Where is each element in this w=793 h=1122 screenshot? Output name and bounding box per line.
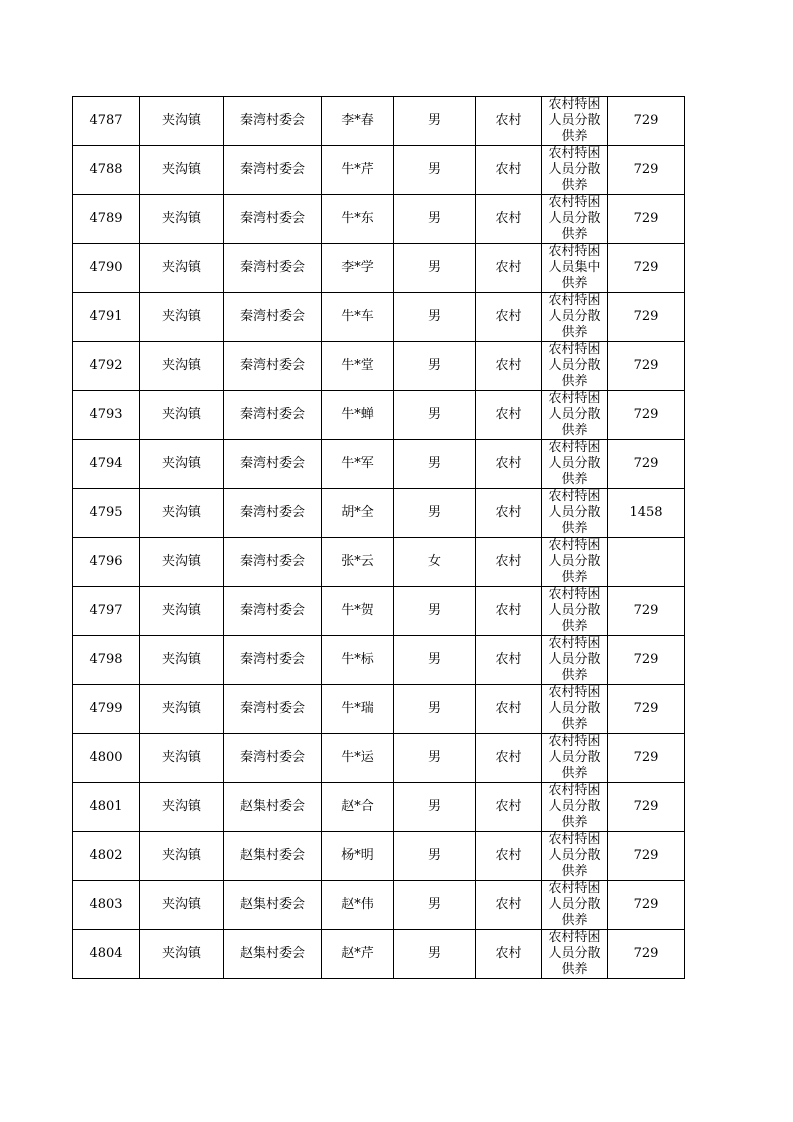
assistance-type-text: 农村特困人员分散供养 [548, 538, 601, 585]
village-committee-cell: 秦湾村委会 [224, 489, 322, 538]
assistance-type-text: 农村特困人员分散供养 [548, 832, 601, 879]
gender-cell: 男 [394, 293, 476, 342]
amount-cell: 729 [608, 734, 685, 783]
amount-cell: 729 [608, 587, 685, 636]
town-cell: 夹沟镇 [140, 440, 224, 489]
village-committee-cell: 赵集村委会 [224, 832, 322, 881]
area-type-cell: 农村 [476, 734, 542, 783]
row-number-cell: 4800 [73, 734, 140, 783]
village-committee-cell: 秦湾村委会 [224, 391, 322, 440]
assistance-type-text: 农村特困人员分散供养 [548, 930, 601, 977]
assistance-type-text: 农村特困人员分散供养 [548, 489, 601, 536]
area-type-cell: 农村 [476, 440, 542, 489]
area-type-cell: 农村 [476, 832, 542, 881]
area-type-cell: 农村 [476, 97, 542, 146]
table-row [73, 489, 685, 538]
person-name-cell: 牛*贺 [322, 587, 394, 636]
table-row [73, 832, 685, 881]
assistance-type-cell [542, 783, 608, 832]
area-type-cell: 农村 [476, 587, 542, 636]
amount-cell: 1458 [608, 489, 685, 538]
assistance-type-cell [542, 930, 608, 979]
table-row [73, 195, 685, 244]
table-row [73, 881, 685, 930]
town-cell: 夹沟镇 [140, 930, 224, 979]
town-cell: 夹沟镇 [140, 685, 224, 734]
assistance-type-cell [542, 195, 608, 244]
row-number-cell: 4789 [73, 195, 140, 244]
gender-cell: 男 [394, 685, 476, 734]
gender-cell: 女 [394, 538, 476, 587]
table-row [73, 97, 685, 146]
area-type-cell: 农村 [476, 930, 542, 979]
area-type-cell: 农村 [476, 636, 542, 685]
village-committee-cell: 秦湾村委会 [224, 587, 322, 636]
row-number-cell: 4788 [73, 146, 140, 195]
assistance-type-text: 农村特困人员分散供养 [548, 97, 601, 144]
town-cell: 夹沟镇 [140, 587, 224, 636]
area-type-cell: 农村 [476, 244, 542, 293]
gender-cell: 男 [394, 881, 476, 930]
amount-cell [608, 538, 685, 587]
row-number-cell: 4793 [73, 391, 140, 440]
person-name-cell: 牛*运 [322, 734, 394, 783]
row-number-cell: 4794 [73, 440, 140, 489]
amount-cell: 729 [608, 685, 685, 734]
town-cell: 夹沟镇 [140, 195, 224, 244]
assistance-type-cell [542, 293, 608, 342]
assistance-type-text: 农村特困人员分散供养 [548, 195, 601, 242]
row-number-cell: 4803 [73, 881, 140, 930]
person-name-cell: 赵*伟 [322, 881, 394, 930]
assistance-type-cell [542, 244, 608, 293]
assistance-type-cell [542, 881, 608, 930]
table-row [73, 244, 685, 293]
row-number-cell: 4796 [73, 538, 140, 587]
assistance-type-text: 农村特困人员分散供养 [548, 734, 601, 781]
table-row [73, 146, 685, 195]
village-committee-cell: 赵集村委会 [224, 930, 322, 979]
amount-cell: 729 [608, 636, 685, 685]
village-committee-cell: 秦湾村委会 [224, 538, 322, 587]
amount-cell: 729 [608, 293, 685, 342]
gender-cell: 男 [394, 489, 476, 538]
assistance-type-cell [542, 342, 608, 391]
area-type-cell: 农村 [476, 146, 542, 195]
gender-cell: 男 [394, 930, 476, 979]
row-number-cell: 4790 [73, 244, 140, 293]
amount-cell: 729 [608, 783, 685, 832]
assistance-type-cell [542, 489, 608, 538]
gender-cell: 男 [394, 244, 476, 293]
village-committee-cell: 秦湾村委会 [224, 342, 322, 391]
row-number-cell: 4804 [73, 930, 140, 979]
person-name-cell: 李*学 [322, 244, 394, 293]
table-row [73, 440, 685, 489]
assistance-type-text: 农村特困人员分散供养 [548, 391, 601, 438]
person-name-cell: 牛*军 [322, 440, 394, 489]
gender-cell: 男 [394, 734, 476, 783]
person-name-cell: 牛*蝉 [322, 391, 394, 440]
area-type-cell: 农村 [476, 489, 542, 538]
assistance-type-text: 农村特困人员分散供养 [548, 783, 601, 830]
amount-cell: 729 [608, 930, 685, 979]
table-row [73, 538, 685, 587]
town-cell: 夹沟镇 [140, 342, 224, 391]
amount-cell: 729 [608, 146, 685, 195]
assistance-type-text: 农村特困人员分散供养 [548, 342, 601, 389]
row-number-cell: 4795 [73, 489, 140, 538]
person-name-cell: 牛*堂 [322, 342, 394, 391]
table-row [73, 293, 685, 342]
area-type-cell: 农村 [476, 293, 542, 342]
person-name-cell: 张*云 [322, 538, 394, 587]
assistance-type-cell [542, 146, 608, 195]
assistance-type-text: 农村特困人员分散供养 [548, 440, 601, 487]
assistance-type-text: 农村特困人员分散供养 [548, 685, 601, 732]
row-number-cell: 4801 [73, 783, 140, 832]
village-committee-cell: 秦湾村委会 [224, 146, 322, 195]
gender-cell: 男 [394, 440, 476, 489]
area-type-cell: 农村 [476, 685, 542, 734]
person-name-cell: 胡*全 [322, 489, 394, 538]
gender-cell: 男 [394, 832, 476, 881]
amount-cell: 729 [608, 195, 685, 244]
person-name-cell: 牛*车 [322, 293, 394, 342]
row-number-cell: 4799 [73, 685, 140, 734]
town-cell: 夹沟镇 [140, 293, 224, 342]
town-cell: 夹沟镇 [140, 783, 224, 832]
amount-cell: 729 [608, 244, 685, 293]
gender-cell: 男 [394, 391, 476, 440]
town-cell: 夹沟镇 [140, 881, 224, 930]
village-committee-cell: 秦湾村委会 [224, 97, 322, 146]
area-type-cell: 农村 [476, 391, 542, 440]
village-committee-cell: 秦湾村委会 [224, 440, 322, 489]
assistance-type-text: 农村特困人员分散供养 [548, 881, 601, 928]
person-name-cell: 杨*明 [322, 832, 394, 881]
row-number-cell: 4791 [73, 293, 140, 342]
person-name-cell: 牛*标 [322, 636, 394, 685]
village-committee-cell: 赵集村委会 [224, 783, 322, 832]
gender-cell: 男 [394, 195, 476, 244]
amount-cell: 729 [608, 391, 685, 440]
row-number-cell: 4797 [73, 587, 140, 636]
amount-cell: 729 [608, 97, 685, 146]
gender-cell: 男 [394, 636, 476, 685]
area-type-cell: 农村 [476, 783, 542, 832]
assistance-type-cell [542, 391, 608, 440]
assistance-type-cell [542, 636, 608, 685]
assistance-type-text: 农村特困人员分散供养 [548, 293, 601, 340]
assistance-type-cell [542, 685, 608, 734]
records-table [72, 96, 685, 979]
gender-cell: 男 [394, 97, 476, 146]
area-type-cell: 农村 [476, 195, 542, 244]
assistance-type-cell [542, 538, 608, 587]
amount-cell: 729 [608, 342, 685, 391]
area-type-cell: 农村 [476, 538, 542, 587]
row-number-cell: 4798 [73, 636, 140, 685]
table-row [73, 783, 685, 832]
village-committee-cell: 秦湾村委会 [224, 195, 322, 244]
town-cell: 夹沟镇 [140, 489, 224, 538]
gender-cell: 男 [394, 342, 476, 391]
gender-cell: 男 [394, 587, 476, 636]
assistance-type-text: 农村特困人员集中供养 [548, 244, 601, 291]
amount-cell: 729 [608, 832, 685, 881]
table-row [73, 734, 685, 783]
table-body [73, 97, 685, 979]
village-committee-cell: 秦湾村委会 [224, 293, 322, 342]
person-name-cell: 牛*东 [322, 195, 394, 244]
town-cell: 夹沟镇 [140, 97, 224, 146]
area-type-cell: 农村 [476, 342, 542, 391]
town-cell: 夹沟镇 [140, 146, 224, 195]
town-cell: 夹沟镇 [140, 391, 224, 440]
village-committee-cell: 秦湾村委会 [224, 636, 322, 685]
town-cell: 夹沟镇 [140, 636, 224, 685]
village-committee-cell: 赵集村委会 [224, 881, 322, 930]
assistance-type-cell [542, 440, 608, 489]
table-row [73, 342, 685, 391]
gender-cell: 男 [394, 146, 476, 195]
gender-cell: 男 [394, 783, 476, 832]
assistance-type-cell [542, 587, 608, 636]
area-type-cell: 农村 [476, 881, 542, 930]
town-cell: 夹沟镇 [140, 734, 224, 783]
assistance-type-text: 农村特困人员分散供养 [548, 636, 601, 683]
person-name-cell: 牛*瑞 [322, 685, 394, 734]
table-row [73, 587, 685, 636]
assistance-type-cell [542, 832, 608, 881]
person-name-cell: 赵*合 [322, 783, 394, 832]
row-number-cell: 4802 [73, 832, 140, 881]
village-committee-cell: 秦湾村委会 [224, 734, 322, 783]
amount-cell: 729 [608, 440, 685, 489]
row-number-cell: 4787 [73, 97, 140, 146]
village-committee-cell: 秦湾村委会 [224, 685, 322, 734]
row-number-cell: 4792 [73, 342, 140, 391]
town-cell: 夹沟镇 [140, 244, 224, 293]
village-committee-cell: 秦湾村委会 [224, 244, 322, 293]
person-name-cell: 牛*芹 [322, 146, 394, 195]
table-row [73, 391, 685, 440]
assistance-type-cell [542, 97, 608, 146]
assistance-type-cell [542, 734, 608, 783]
assistance-type-text: 农村特困人员分散供养 [548, 587, 601, 634]
town-cell: 夹沟镇 [140, 832, 224, 881]
person-name-cell: 李*春 [322, 97, 394, 146]
town-cell: 夹沟镇 [140, 538, 224, 587]
table-row [73, 930, 685, 979]
table-row [73, 636, 685, 685]
amount-cell: 729 [608, 881, 685, 930]
table-row [73, 685, 685, 734]
assistance-type-text: 农村特困人员分散供养 [548, 146, 601, 193]
person-name-cell: 赵*芹 [322, 930, 394, 979]
